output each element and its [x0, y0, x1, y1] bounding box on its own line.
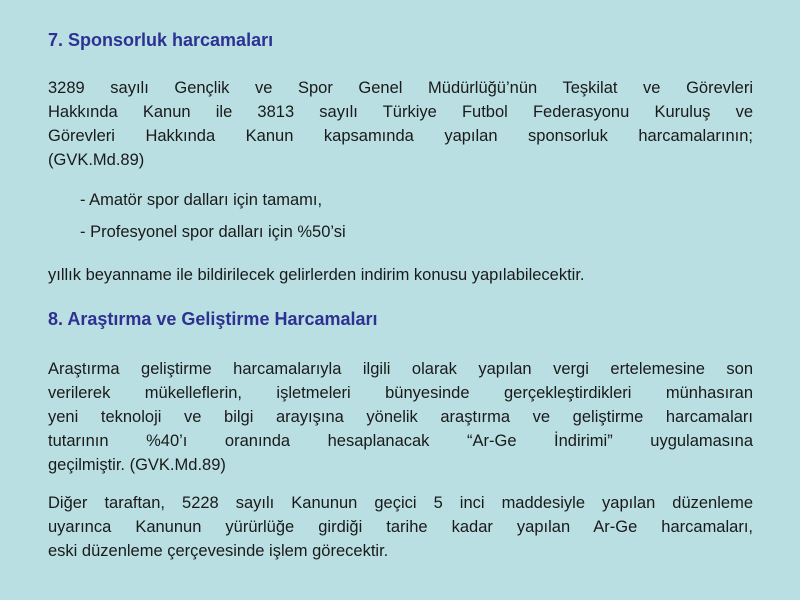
- bullet-amateur: - Amatör spor dalları için tamamı,: [80, 191, 323, 209]
- section-8-heading: 8. Araştırma ve Geliştirme Harcamaları: [48, 309, 378, 329]
- text-line: verilerek mükelleflerin, işletmeleri bünyesinde gerçekleştirdikleri münhasıran: [48, 384, 753, 402]
- section-7-paragraph: [48, 76, 753, 172]
- text-line: Diğer taraftan, 5228 sayılı Kanunun geçici 5 inci maddesiyle yapılan düzenleme: [48, 494, 753, 512]
- section-8-paragraph-2: [48, 491, 753, 563]
- text-line: Araştırma geliştirme harcamalarıyla ilgili olarak yapılan vergi ertelemesine son: [48, 360, 753, 378]
- text-line: eski düzenleme çerçevesinde işlem görecektir.: [48, 542, 389, 560]
- section-8-paragraph-1: [48, 357, 753, 477]
- text-line: uyarınca Kanunun yürürlüğe girdiği tarihe kadar yapılan Ar-Ge harcamaları,: [48, 518, 753, 536]
- bullet-professional: - Profesyonel spor dalları için %50’si: [80, 223, 346, 241]
- text-line: geçilmiştir. (GVK.Md.89): [48, 456, 226, 474]
- slide-content: [48, 0, 753, 600]
- text-line: 3289 sayılı Gençlik ve Spor Genel Müdürlüğü’nün Teşkilat ve Görevleri: [48, 79, 753, 97]
- section-7-closing: yıllık beyanname ile bildirilecek gelirlerden indirim konusu yapılabilecektir.: [48, 266, 585, 284]
- text-line: yeni teknoloji ve bilgi arayışına yönelik araştırma ve geliştirme harcamaları: [48, 408, 753, 426]
- text-line: tutarının %40’ı oranında hesaplanacak “Ar-Ge İndirimi” uygulamasına: [48, 432, 753, 450]
- section-7-heading: 7. Sponsorluk harcamaları: [48, 30, 274, 50]
- text-line: (GVK.Md.89): [48, 151, 145, 169]
- text-line: Görevleri Hakkında Kanun kapsamında yapılan sponsorluk harcamalarının;: [48, 127, 753, 145]
- text-line: Hakkında Kanun ile 3813 sayılı Türkiye Futbol Federasyonu Kuruluş ve: [48, 103, 753, 121]
